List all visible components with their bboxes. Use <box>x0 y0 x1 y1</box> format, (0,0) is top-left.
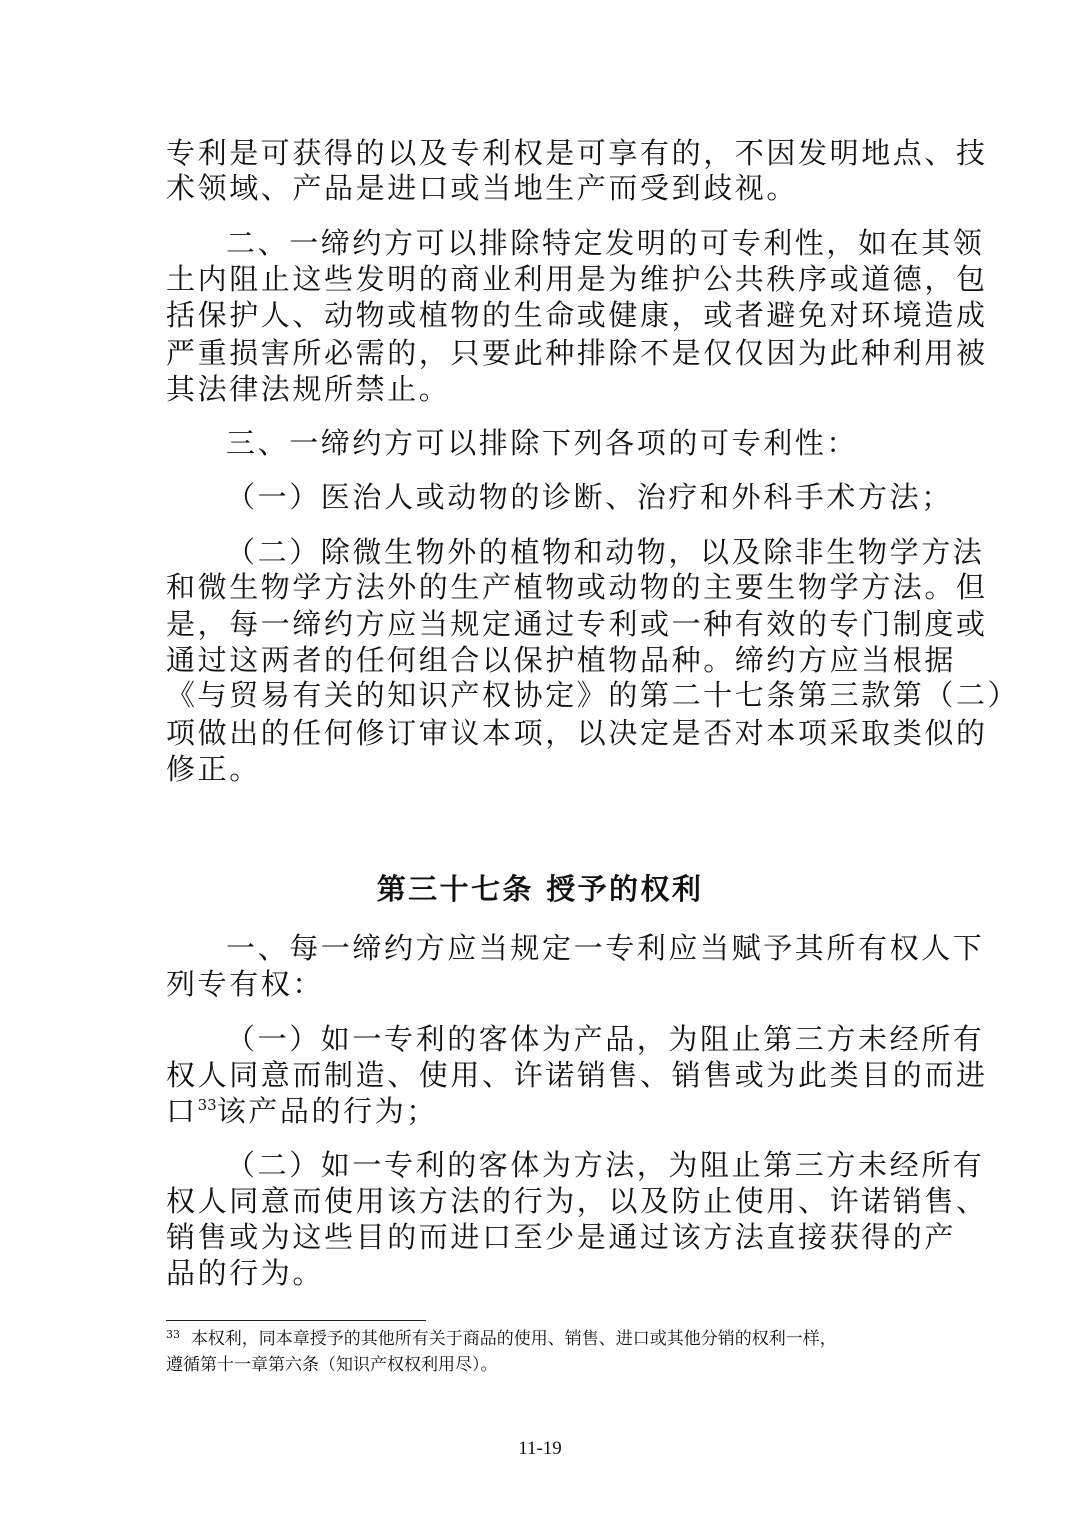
body-line: 括保护人、动物或植物的生命或健康，或者避免对环境造成 <box>166 298 988 332</box>
body-line: 通过这两者的任何组合以保护植物品种。缔约方应当根据 <box>166 643 957 677</box>
body-line: 项做出的任何修订审议本项，以决定是否对本项采取类似的 <box>166 716 988 750</box>
body-line: 列专有权： <box>166 967 325 1001</box>
body-line: 修正。 <box>166 752 261 786</box>
body-line: 《与贸易有关的知识产权协定》的第二十七条第三款第（二） <box>166 678 1020 712</box>
item-1-line: （一）医治人或动物的诊断、治疗和外科手术方法； <box>226 480 953 514</box>
body-line: 是，每一缔约方应当规定通过专利或一种有效的专门制度或 <box>166 607 988 641</box>
page-number: 11-19 <box>518 1438 562 1459</box>
body-line: 权人同意而使用该方法的行为，以及防止使用、许诺销售、 <box>166 1184 988 1218</box>
text-before-ref: 口 <box>166 1094 198 1128</box>
paragraph-line: 一、每一缔约方应当规定一专利应当赋予其所有权人下 <box>226 931 985 965</box>
body-line: 和微生物学方法外的生产植物或动物的主要生物学方法。但 <box>166 570 988 604</box>
footnote-ref: 33 <box>197 1096 217 1114</box>
item-line: （二）如一专利的客体为方法，为阻止第三方未经所有 <box>226 1148 985 1182</box>
footnote-line: 遵循第十一章第六条（知识产权权利用尽）。 <box>166 1355 498 1375</box>
footnote-number: 33 <box>166 1328 180 1341</box>
body-line: 专利是可获得的以及专利权是可享有的，不因发明地点、技 <box>166 136 988 170</box>
body-line: 其法律法规所禁止。 <box>166 372 451 406</box>
footnote-separator <box>166 1320 426 1321</box>
item-2-line: （二）除微生物外的植物和动物，以及除非生物学方法 <box>226 535 985 569</box>
body-line: 术领域、产品是进口或当地生产而受到歧视。 <box>166 171 799 205</box>
paragraph-2-line: 二、一缔约方可以排除特定发明的可专利性，如在其领 <box>226 226 985 260</box>
text-after-ref: 该产品的行为； <box>216 1094 438 1128</box>
body-line: 权人同意而制造、使用、许诺销售、销售或为此类目的而进 <box>166 1058 988 1092</box>
article-heading: 第三十七条 授予的权利 <box>376 872 704 906</box>
body-line: 销售或为这些目的而进口至少是通过该方法直接获得的产 <box>166 1220 957 1254</box>
item-line: （一）如一专利的客体为产品，为阻止第三方未经所有 <box>226 1022 985 1056</box>
footnote-line <box>166 1328 926 1350</box>
footnote-text: 本权利，同本章授予的其他所有关于商品的使用、销售、进口或其他分销的权利一样， <box>190 1329 837 1349</box>
paragraph-3-line: 三、一缔约方可以排除下列各项的可专利性： <box>226 426 859 460</box>
body-line-with-footnote-ref <box>166 1093 916 1129</box>
body-line: 品的行为。 <box>166 1256 325 1290</box>
body-line: 土内阻止这些发明的商业利用是为维护公共秩序或道德，包 <box>166 262 988 296</box>
body-line: 严重损害所必需的，只要此种排除不是仅仅因为此种利用被 <box>166 336 988 370</box>
